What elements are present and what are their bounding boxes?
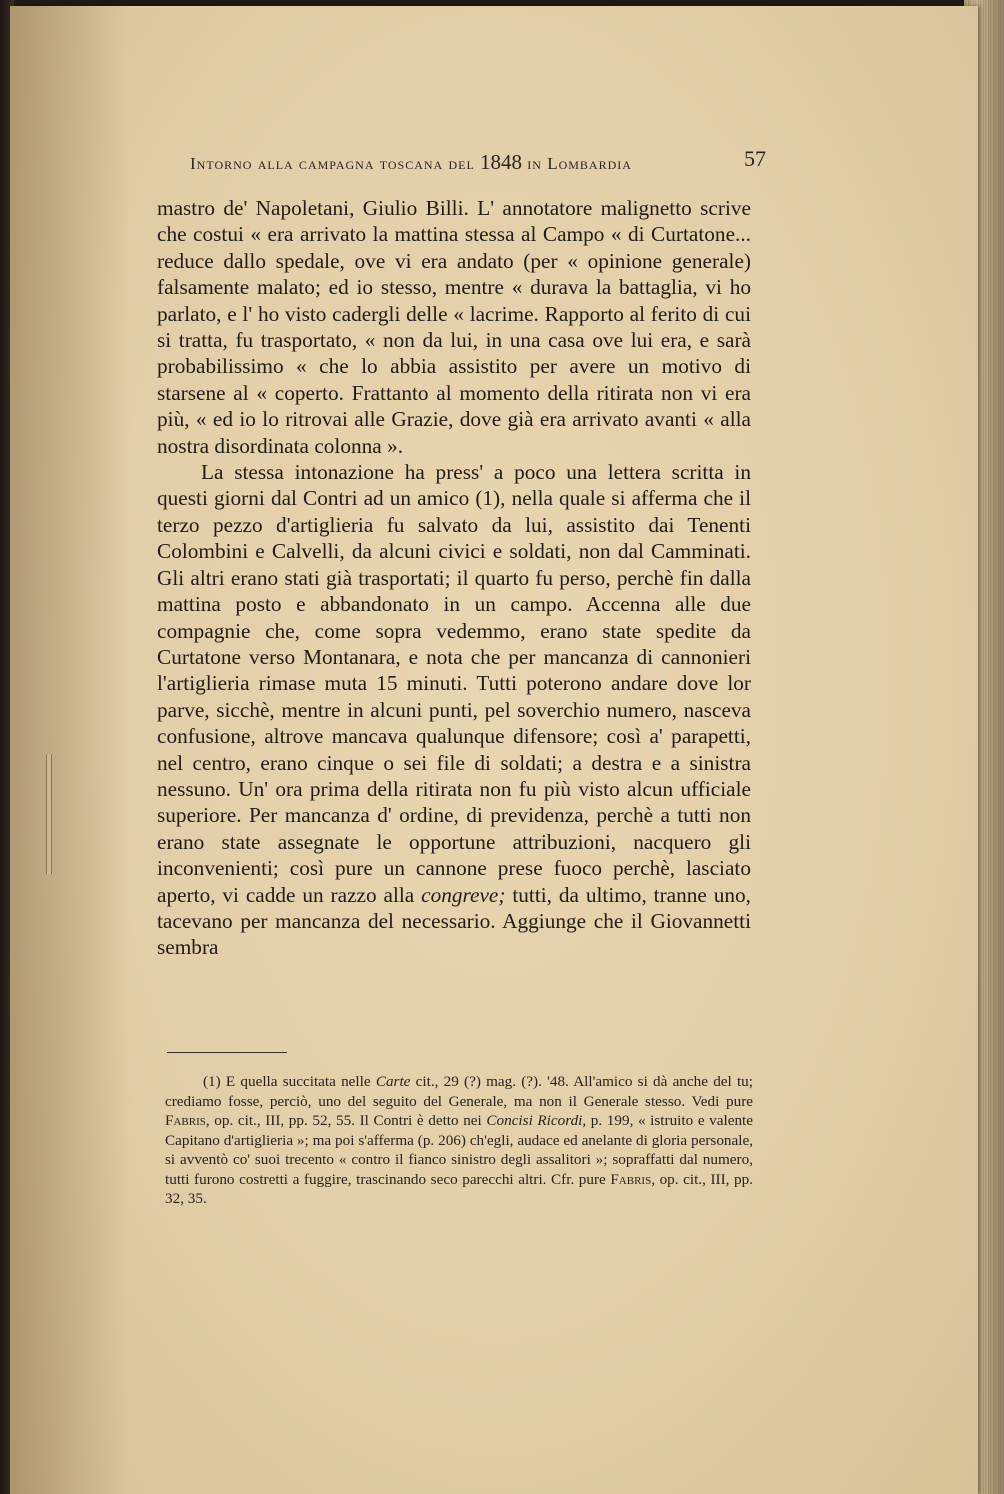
running-title-b: in Lombardia <box>522 154 632 173</box>
footnote-rule <box>167 1052 287 1053</box>
running-title-year: 1848 <box>480 150 523 174</box>
paragraph-2 <box>157 459 751 961</box>
footnote-text-4: , p. 199, « istruito e valente Capitano d'artiglieria »; ma poi s'afferma (p. 206) ch'egli, audace ed anelante di gloria personale, si avventò co' suoi trecento « contro il fianco sinistro degli assalitori »; sopraffatti dal numero, tutti furono costretti a fuggire, trascinando seco parecchi altri. Cfr. pure <box>165 1112 754 1188</box>
footnote-author-fabris: Fabris <box>165 1112 206 1129</box>
page-number: 57 <box>744 146 766 171</box>
gutter-shadow <box>10 6 130 1494</box>
running-header <box>190 146 766 175</box>
footnote-1 <box>165 1072 753 1209</box>
footnote-text-1: (1) E quella succitata nelle <box>203 1073 376 1090</box>
footnote-text-2: cit., 29 (?) mag. (?). '48. All'amico si dà anche del tu; crediamo fosse, perciò, uno del seguito del Generale, ma non il Generale stesso. Vedi pure <box>165 1073 753 1110</box>
main-text <box>157 195 751 961</box>
footnote-author-fabris-2: Fabris <box>610 1170 652 1188</box>
footnote-italic-carte: Carte <box>375 1073 411 1090</box>
footnote-text-3: , op. cit., III, pp. 52, 55. Il Contri è detto nei <box>205 1112 487 1129</box>
footnote <box>165 1072 753 1209</box>
paragraph-1: mastro de' Napoletani, Giulio Billi. L' annotatore malignetto scrive che costui « era arrivato la mattina stessa al Campo « di Curtatone... reduce dallo spedale, ove vi era andato (per « opinione generale) falsamente malato; ed io stesso, mentre « durava la battaglia, vi ho parlato, e l' ho visto cadergli delle « lacrime. Rapporto al ferito di cui si tratta, fu trasportato, « non da lui, in una casa ove lui era, e sarà probabilissimo « che lo abbia assistito per avere un motivo di starsene al « coperto. Frattanto al momento della ritirata non vi era più, « ed io lo ritrovai alle Grazie, dove già era arrivato avanti « alla nostra disordinata colonna ». <box>157 196 751 458</box>
paragraph-2-italic: congreve; <box>421 882 506 907</box>
running-title-a: Intorno alla campagna toscana del <box>190 154 481 173</box>
footnote-text-5: , op. cit., III, pp. 32, 35. <box>165 1170 753 1207</box>
paragraph-2-text-a: La stessa intonazione ha press' a poco una lettera scritta in questi giorni dal Contri ad un amico (1), nella quale si afferma che il terzo pezzo d'artiglieria fu salvato da lui, assistito dai Tenenti Colombini e Calvelli, da alcuni civici e soldati, non dal Camminati. Gli altri erano stati già trasportati; il quarto fu perso, perchè fin dalla mattina posto e abbandonato in un campo. Accenna alle due compagnie che, come sopra vedemmo, erano state spedite da Curtatone verso Montanara, e nota che per mancanza di cannonieri l'artiglieria rimase muta 15 minuti. Tutti poterono andare dove lor parve, sicchè, mentre in alcuni punti, pel soverchio numero, nasceva confusione, altrove mancava qualunque difensore; così a' parapetti, nel centro, erano cinque o sei file di soldati; a destra e a sinistra nessuno. Un' ora prima della ritirata non fu più visto alcun ufficiale superiore. Per mancanza d' ordine, di previdenza, perchè a tutti non erano state assegnate le opportune attribuzioni, nacquero gli inconvenienti; così pure un cannone prese fuoco perchè, lasciato aperto, vi cadde un razzo alla <box>157 460 751 907</box>
paragraph-2-text-b: tutti, da ultimo, tranne uno, tacevano per mancanza del necessario. Aggiunge che il Giovannetti sembra <box>157 882 751 960</box>
footnote-italic-concisi: Concisi Ricordi <box>486 1112 583 1129</box>
binding-thread <box>46 754 52 874</box>
